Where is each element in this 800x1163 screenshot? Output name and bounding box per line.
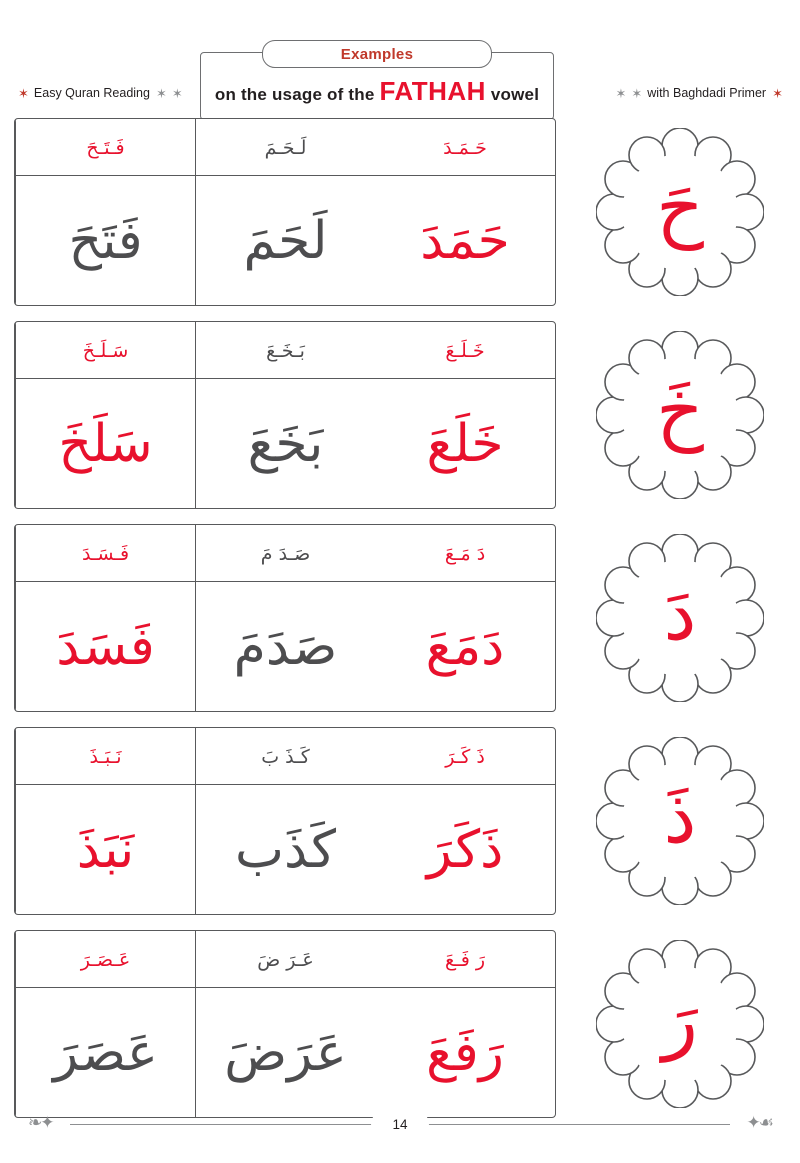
footer-ornament-left-icon: ❧✦ (28, 1113, 53, 1132)
header-left-group (18, 86, 182, 100)
example-row (0, 321, 800, 517)
example-grid (14, 118, 556, 306)
subtitle-highlight: FATHAH (379, 76, 486, 106)
cell-breakdown: حَـمَـدَ (375, 119, 555, 176)
subtitle-before: on the usage of the (214, 85, 375, 104)
example-cell[interactable] (15, 525, 195, 712)
flower-ornament-icon: ✶ (615, 85, 626, 101)
example-cell[interactable] (195, 525, 375, 712)
cell-breakdown: كَـذَ بَ (196, 728, 375, 785)
title-panel (200, 45, 554, 120)
flower-ornament-icon: ✶ (155, 85, 166, 101)
example-grid (14, 727, 556, 915)
cell-word: فَتَحَ (68, 211, 143, 271)
subtitle-after: vowel (490, 85, 540, 104)
cell-word: بَخَعَ (247, 414, 324, 474)
example-cell[interactable] (195, 119, 375, 306)
example-row (0, 727, 800, 923)
cell-word: سَلَخَ (58, 414, 153, 474)
letter-medallion (596, 940, 764, 1108)
cell-word: فَسَدَ (56, 617, 155, 677)
header-right-text: with Baghdadi Primer (647, 86, 767, 100)
medallion-letter: رَ (662, 977, 698, 1063)
cell-word: دَمَعَ (425, 617, 505, 677)
letter-medallion (596, 534, 764, 702)
example-cell[interactable] (375, 525, 555, 712)
cell-breakdown: رَ فَـعَ (375, 931, 555, 988)
example-cell[interactable] (195, 728, 375, 915)
example-cell[interactable] (15, 728, 195, 915)
cell-breakdown: فَـتَـحَ (16, 119, 195, 176)
cell-word: رَفَعَ (426, 1023, 504, 1083)
flower-ornament-icon: ✶ (631, 85, 642, 101)
example-cell[interactable] (375, 728, 555, 915)
header-left-text: Easy Quran Reading (33, 86, 150, 100)
footer-ornament-right-icon: ✦☙ (746, 1113, 772, 1132)
cell-breakdown: دَ مَـعَ (375, 525, 555, 582)
cell-breakdown: لَـحَـمَ (196, 119, 375, 176)
page-footer (0, 1105, 800, 1145)
cell-word: حَمَدَ (420, 211, 510, 271)
cell-breakdown: صَـدَ مَ (196, 525, 375, 582)
page-header (0, 26, 800, 106)
example-cell[interactable] (375, 119, 555, 306)
example-cell[interactable] (15, 931, 195, 1118)
cell-word: ذَكَرَ (426, 820, 504, 880)
example-cell[interactable] (375, 322, 555, 509)
cell-word: كَذَب (235, 820, 337, 880)
title-subtitle (201, 76, 553, 107)
cell-breakdown: نَـبَـذَ (16, 728, 195, 785)
cell-word: عَرَضَ (224, 1023, 347, 1083)
examples-sheet (0, 118, 800, 1133)
cell-word: نَبَذَ (76, 820, 135, 880)
medallion-letter: خَ (656, 368, 704, 454)
flower-ornament-icon: ✶ (772, 85, 782, 101)
cell-word: عَصَرَ (53, 1023, 158, 1083)
header-right-group (615, 86, 782, 100)
title-tab (262, 40, 492, 68)
page-number: 14 (371, 1111, 429, 1137)
example-cell[interactable] (375, 931, 555, 1118)
example-grid (14, 524, 556, 712)
cell-word: خَلَعَ (426, 414, 504, 474)
cell-breakdown: عَـصَـرَ (16, 931, 195, 988)
letter-medallion (596, 331, 764, 499)
title-tab-label: Examples (340, 45, 414, 63)
letter-medallion (596, 737, 764, 905)
medallion-letter: ذَ (663, 774, 697, 860)
example-row (0, 118, 800, 314)
example-cell[interactable] (195, 322, 375, 509)
example-cell[interactable] (15, 322, 195, 509)
cell-breakdown: ذَ كَـرَ (375, 728, 555, 785)
flower-ornament-icon: ✶ (18, 85, 28, 101)
cell-breakdown: عَـرَ ضَ (196, 931, 375, 988)
letter-medallion (596, 128, 764, 296)
cell-breakdown: سَـلَـخَ (16, 322, 195, 379)
example-row (0, 930, 800, 1126)
example-cell[interactable] (195, 931, 375, 1118)
example-cell[interactable] (15, 119, 195, 306)
cell-breakdown: بَـخَـعَ (196, 322, 375, 379)
example-grid (14, 321, 556, 509)
medallion-letter: حَ (656, 165, 704, 251)
example-row (0, 524, 800, 720)
medallion-letter: دَ (663, 571, 697, 657)
example-grid (14, 930, 556, 1118)
cell-word: لَحَمَ (243, 211, 328, 271)
flower-ornament-icon: ✶ (171, 85, 182, 101)
cell-breakdown: خَـلَـعَ (375, 322, 555, 379)
cell-breakdown: فَـسَـدَ (16, 525, 195, 582)
cell-word: صَدَمَ (233, 617, 338, 677)
